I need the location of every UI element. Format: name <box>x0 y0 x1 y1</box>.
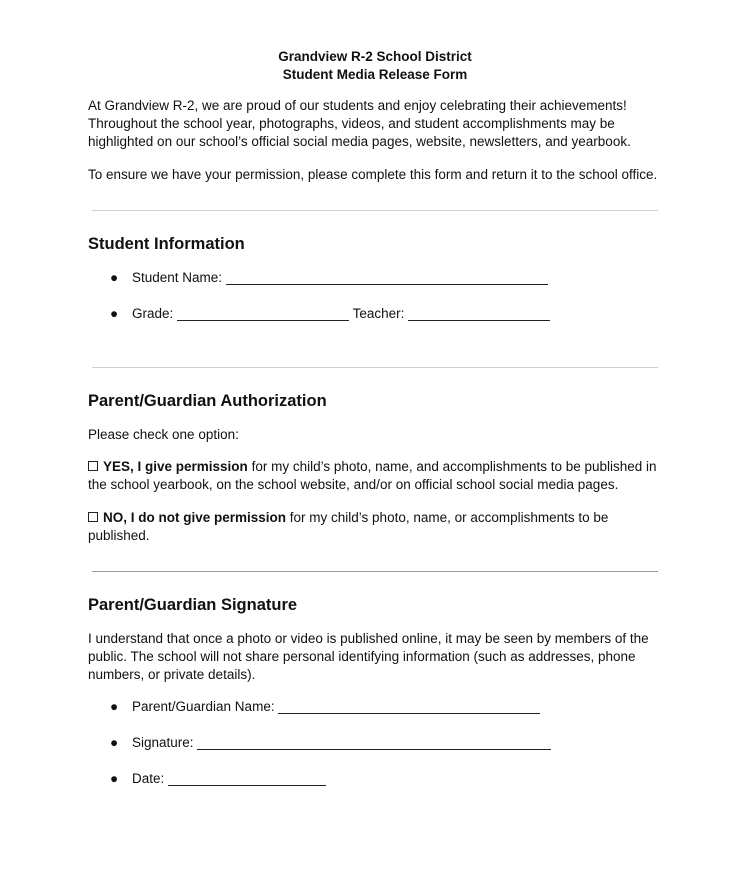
signature-field[interactable] <box>197 736 551 750</box>
no-checkbox[interactable] <box>88 512 98 522</box>
signature-statement: I understand that once a photo or video is published online, it may be seen by members of the public. The school will not share personal identifying information (such as addresses, phone numbers, or private details). <box>88 631 649 682</box>
signature-label: Signature: <box>132 735 194 750</box>
student-name-label: Student Name: <box>132 270 223 285</box>
guardian-name-item <box>110 698 540 716</box>
divider <box>92 571 658 572</box>
yes-option-text: for my child’s photo, name, and accomplishments to be published in the school yearbook, on the school website, and/or on official school social media pages. <box>88 459 657 492</box>
bullet-icon: ● <box>110 306 119 321</box>
yes-option-label: YES, I give permission <box>103 459 248 474</box>
intro-paragraph: At Grandview R-2, we are proud of our students and enjoy celebrating their achievements! Throughout the school year, photographs, videos, and student accomplishments may be highlighted on our school’s official social media pages, website, newsletters, and yearbook. <box>88 98 631 149</box>
student-name-item <box>110 269 548 287</box>
bullet-icon: ● <box>110 735 119 750</box>
grade-label: Grade: <box>132 306 174 321</box>
yes-checkbox[interactable] <box>88 461 98 471</box>
no-option-text: for my child’s photo, name, or accomplishments to be published. <box>88 510 609 543</box>
date-item <box>110 770 326 788</box>
student-info-heading: Student Information <box>88 235 245 253</box>
teacher-label: Teacher: <box>352 306 405 321</box>
authorization-heading: Parent/Guardian Authorization <box>88 392 327 410</box>
guardian-name-label: Parent/Guardian Name: <box>132 699 275 714</box>
student-name-field[interactable] <box>226 271 548 285</box>
no-option <box>88 509 668 545</box>
district-title: Grandview R-2 School District <box>278 49 472 64</box>
bullet-icon: ● <box>110 699 119 714</box>
grade-field[interactable] <box>177 307 349 321</box>
teacher-field[interactable] <box>408 307 550 321</box>
no-option-label: NO, I do not give permission <box>103 510 287 525</box>
date-label: Date: <box>132 771 165 786</box>
bullet-icon: ● <box>110 771 119 786</box>
bullet-icon: ● <box>110 270 119 285</box>
signature-item <box>110 734 551 752</box>
divider <box>92 210 658 211</box>
yes-option <box>88 458 668 494</box>
guardian-name-field[interactable] <box>278 700 540 714</box>
divider <box>92 367 658 368</box>
grade-teacher-item <box>110 305 550 323</box>
check-instruction: Please check one option: <box>88 427 239 442</box>
form-title: Student Media Release Form <box>282 67 468 82</box>
signature-heading: Parent/Guardian Signature <box>88 596 298 614</box>
instruction-paragraph: To ensure we have your permission, please complete this form and return it to the school office. <box>88 167 658 182</box>
date-field[interactable] <box>168 772 326 786</box>
